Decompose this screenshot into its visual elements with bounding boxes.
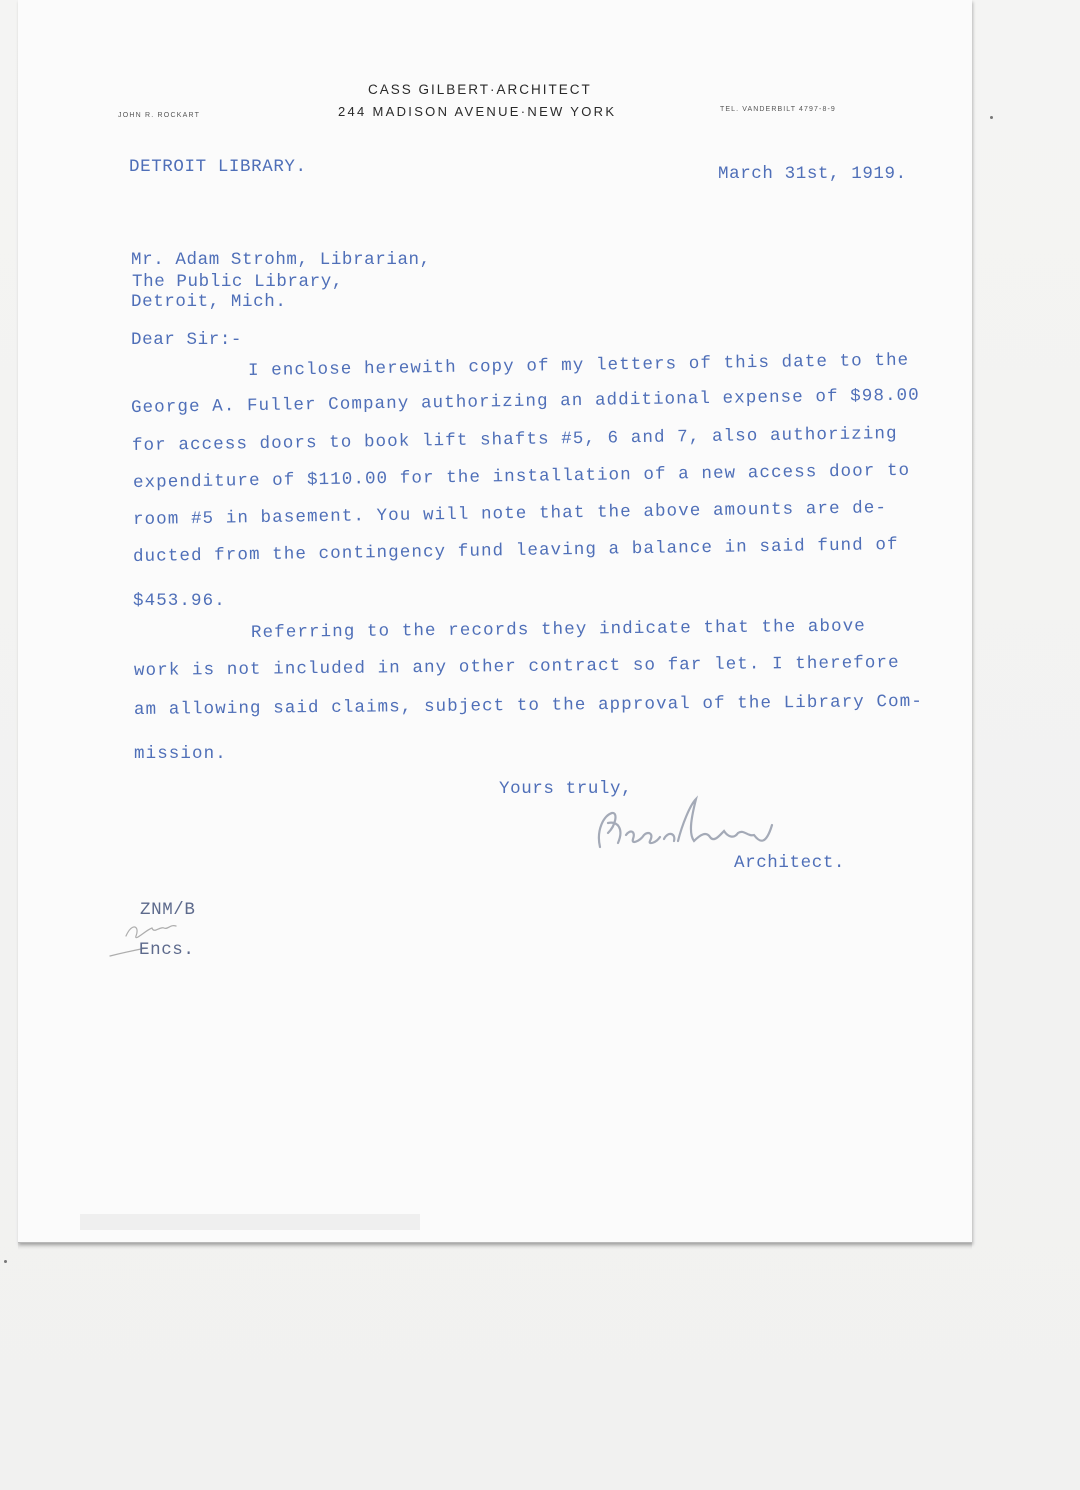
salutation: Dear Sir:- (131, 330, 243, 350)
paragraph1-line: ducted from the contingency fund leaving a balance in said fund of (132, 534, 899, 567)
sheet-shadow (18, 1242, 972, 1250)
letterhead-firm: CASS GILBERT·ARCHITECT (368, 82, 592, 97)
letterhead-address: 244 MADISON AVENUE·NEW YORK (338, 104, 617, 119)
scan-speck (4, 1260, 7, 1263)
paragraph2-line: Referring to the records they indicate that the above (250, 616, 866, 643)
paragraph1-line: I enclose herewith copy of my letters of this date to the (247, 350, 910, 381)
letter-date: March 31st, 1919. (718, 164, 907, 184)
reference-initials: ZNM/B (140, 900, 196, 920)
paragraph1-line: George A. Fuller Company authorizing an additional expense of $98.00 (130, 385, 920, 418)
recipient-line: The Public Library, (132, 272, 343, 292)
paragraph1-line: for access doors to book lift shafts #5, 6 and 7, also authorizing (131, 423, 898, 456)
recipient-line: Mr. Adam Strohm, Librarian, (131, 250, 431, 270)
letterhead-name: JOHN R. ROCKART (118, 112, 201, 119)
paragraph1-line: room #5 in basement. You will note that the above amounts are de- (132, 498, 888, 530)
scan-speck (990, 116, 993, 119)
complimentary-close: Yours truly, (499, 779, 633, 799)
paragraph2-line: mission. (134, 744, 227, 764)
recipient-line: Detroit, Mich. (131, 292, 287, 312)
paragraph2-line: work is not included in any other contract so far let. I therefore (133, 652, 900, 681)
letter-subject: DETROIT LIBRARY. (129, 157, 307, 177)
paragraph1-line: $453.96. (133, 591, 226, 611)
letterhead-telephone: TEL. VANDERBILT 4797-8-9 (720, 106, 836, 113)
bleed-through-stamp (70, 1208, 430, 1236)
signature-title: Architect. (734, 853, 846, 873)
paragraph1-line: expenditure of $110.00 for the installation of a new access door to (132, 460, 911, 493)
paragraph2-line: am allowing said claims, subject to the approval of the Library Com- (133, 691, 923, 720)
enclosures-note: Encs. (139, 940, 195, 960)
